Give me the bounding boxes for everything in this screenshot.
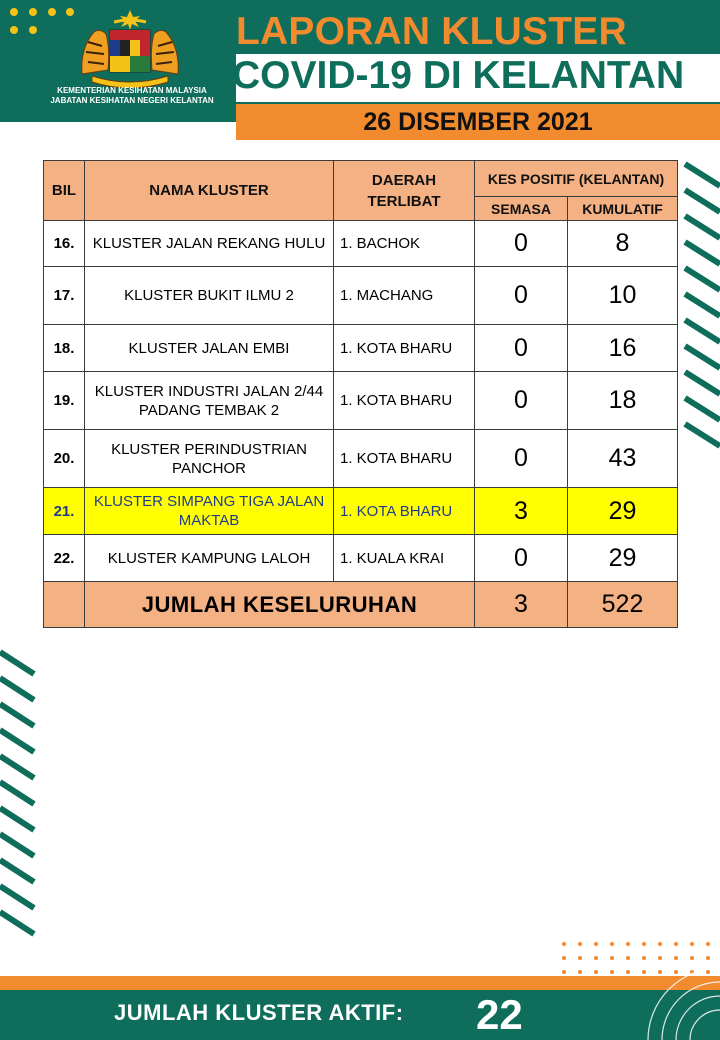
agency-name [40,86,224,106]
cell-bil: 20. [44,430,85,488]
total-row [44,582,678,628]
cell-semasa: 0 [475,372,568,430]
header-nama-kluster: NAMA KLUSTER [85,161,334,221]
cell-bil: 18. [44,325,85,372]
cell-semasa: 0 [475,267,568,325]
report-title: LAPORAN KLUSTER [236,10,627,53]
cell-bil: 19. [44,372,85,430]
header-kumulatif: KUMULATIF [568,197,678,221]
cell-nama-kluster: KLUSTER INDUSTRI JALAN 2/44 PADANG TEMBAK 2 [85,372,334,430]
cell-nama-kluster: KLUSTER JALAN EMBI [85,325,334,372]
cell-daerah: 1. KOTA BHARU [334,488,475,535]
cell-daerah: 1. MACHANG [334,267,475,325]
decorative-stripes-right [683,160,720,460]
header-kes-positif: KES POSITIF (KELANTAN) [475,161,678,197]
header-daerah-text: DAERAH TERLIBAT [367,171,441,210]
total-kumulatif: 522 [568,582,678,628]
cell-bil: 22. [44,535,85,582]
active-cluster-label: JUMLAH KLUSTER AKTIF: [114,1000,404,1025]
report-date: 26 DISEMBER 2021 [236,104,720,140]
cell-bil: 16. [44,221,85,267]
cell-daerah: 1. KUALA KRAI [334,535,475,582]
decorative-stripes-left [0,648,36,948]
cell-nama-kluster: KLUSTER SIMPANG TIGA JALAN MAKTAB [85,488,334,535]
agency-line-ministry: KEMENTERIAN KESIHATAN MALAYSIA [57,86,207,95]
total-semasa: 3 [475,582,568,628]
table-row [44,430,678,488]
cell-daerah: 1. BACHOK [334,221,475,267]
cell-daerah: 1. KOTA BHARU [334,372,475,430]
cell-kumulatif: 29 [568,488,678,535]
cell-nama-kluster: KLUSTER PERINDUSTRIAN PANCHOR [85,430,334,488]
cell-kumulatif: 18 [568,372,678,430]
cell-nama-kluster: KLUSTER BUKIT ILMU 2 [85,267,334,325]
cell-kumulatif: 8 [568,221,678,267]
cell-semasa: 0 [475,535,568,582]
cell-semasa: 0 [475,221,568,267]
table-row [44,325,678,372]
cell-bil: 21. [44,488,85,535]
cluster-table [43,160,678,628]
cell-total-blank [44,582,85,628]
table-row [44,372,678,430]
table-row [44,221,678,267]
cell-kumulatif: 29 [568,535,678,582]
table-row [44,267,678,325]
decorative-arcs [600,960,720,1040]
table-row-highlighted [44,488,678,535]
cell-semasa: 0 [475,430,568,488]
cell-nama-kluster: KLUSTER JALAN REKANG HULU [85,221,334,267]
cell-nama-kluster: KLUSTER KAMPUNG LALOH [85,535,334,582]
header-daerah-terlibat [334,161,475,221]
cell-kumulatif: 10 [568,267,678,325]
malaysia-crest-icon [76,8,184,88]
header-semasa: SEMASA [475,197,568,221]
decorative-dots [6,4,78,38]
header-bil: BIL [44,161,85,221]
table-row [44,535,678,582]
report-subtitle: COVID-19 DI KELANTAN [232,54,685,97]
cell-daerah: 1. KOTA BHARU [334,325,475,372]
cell-kumulatif: 43 [568,430,678,488]
cell-bil: 17. [44,267,85,325]
total-label: JUMLAH KESELURUHAN [85,582,475,628]
agency-line-state: JABATAN KESIHATAN NEGERI KELANTAN [50,96,214,105]
active-cluster-count: 22 [476,991,523,1038]
cell-semasa: 0 [475,325,568,372]
cell-semasa: 3 [475,488,568,535]
cell-daerah: 1. KOTA BHARU [334,430,475,488]
cell-kumulatif: 16 [568,325,678,372]
